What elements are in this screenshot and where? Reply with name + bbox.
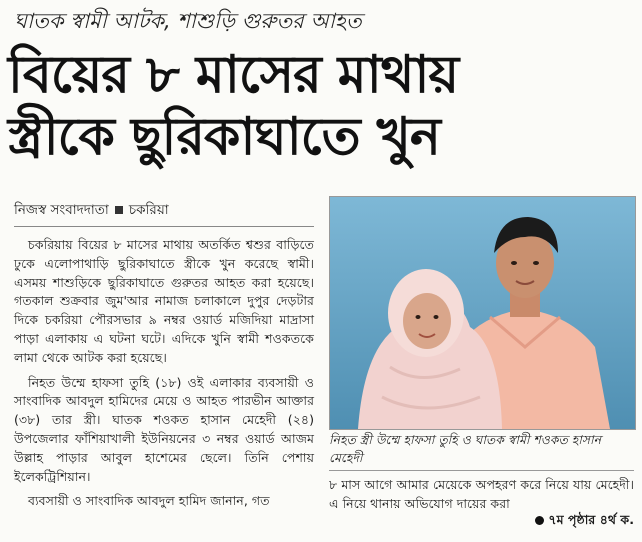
article-continuation-text: ৮ মাস আগে আমার মেয়েকে অপহরণ করে নিয়ে যায় মেহেদী। এ নিয়ে থানায় অভিযোগ দায়ের করা [329, 477, 634, 511]
article-paragraph-1: চকরিয়ায় বিয়ের ৮ মাসের মাথায় অতর্কিত শ্বশুর বাড়িতে ঢুকে এলোপাথাড়ি ছুরিকাঘাতে স্ত্রীকে খুন করেছে স্বামী। এসময় শাশুড়িকে ছুরিকাঘাতে গুরুতর আহত করা হয়েছে। গতকাল শুক্রবার জুম'আর নামাজ চলাকালে দুপুর দেড়টার দিকে চকরিয়া পৌরসভার ৯ নম্বর ওয়ার্ড মজিদিয়া মাদ্রাসা পাড়া এলাকায় এ ঘটনা ঘটে। এদিকে খুনি স্বামী শওকতকে লামা থেকে আটক করা হয়েছে। [14, 237, 314, 365]
headline [8, 44, 636, 168]
article-body [14, 236, 314, 517]
kicker-subheadline: ঘাতক স্বামী আটক, শাশুড়ি গুরুতর আহত [14, 9, 362, 33]
headline-line-2: স্ত্রীকে ছুরিকাঘাতে খুন [8, 106, 440, 167]
continued-label: ৭ম পৃষ্ঠার ৪র্থ ক. [548, 512, 634, 527]
continued-on-page [470, 512, 634, 532]
byline-author: নিজস্ব সংবাদদাতা [14, 202, 109, 218]
article-paragraph-3: ব্যবসায়ী ও সাংবাদিক আবদুল হামিদ জানান, গত [28, 493, 270, 509]
couple-photo-illustration [330, 197, 635, 429]
headline-line-1: বিয়ের ৮ মাসের মাথায় [8, 44, 459, 105]
byline-divider [14, 226, 314, 227]
byline-location: চকরিয়া [128, 202, 169, 218]
couple-photo [329, 196, 636, 430]
bullet-icon [535, 516, 544, 525]
square-bullet-icon [115, 206, 123, 214]
photo-caption: নিহত স্ত্রী উম্মে হাফসা তুহি ও ঘাতক স্বামী শওকত হাসান মেহেদী [329, 432, 601, 465]
byline [14, 200, 314, 220]
caption-divider [329, 470, 634, 471]
article-paragraph-2: নিহত উম্মে হাফসা তুহি (১৮) ওই এলাকার ব্যবসায়ী ও সাংবাদিক আবদুল হামিদের মেয়ে ও আহত পারভীন আক্তার (৩৮) তার স্ত্রী। ঘাতক শওকত হাসান মেহেদী (২৪) উপজেলার ফাঁশিয়াখালী ইউনিয়নের ৩ নম্বর ওয়ার্ড আজম উল্লাহ পাড়ার আবুল হাশেমের ছেলে। তিনি পেশায় ইলেকট্রিশিয়ান। [14, 374, 314, 484]
